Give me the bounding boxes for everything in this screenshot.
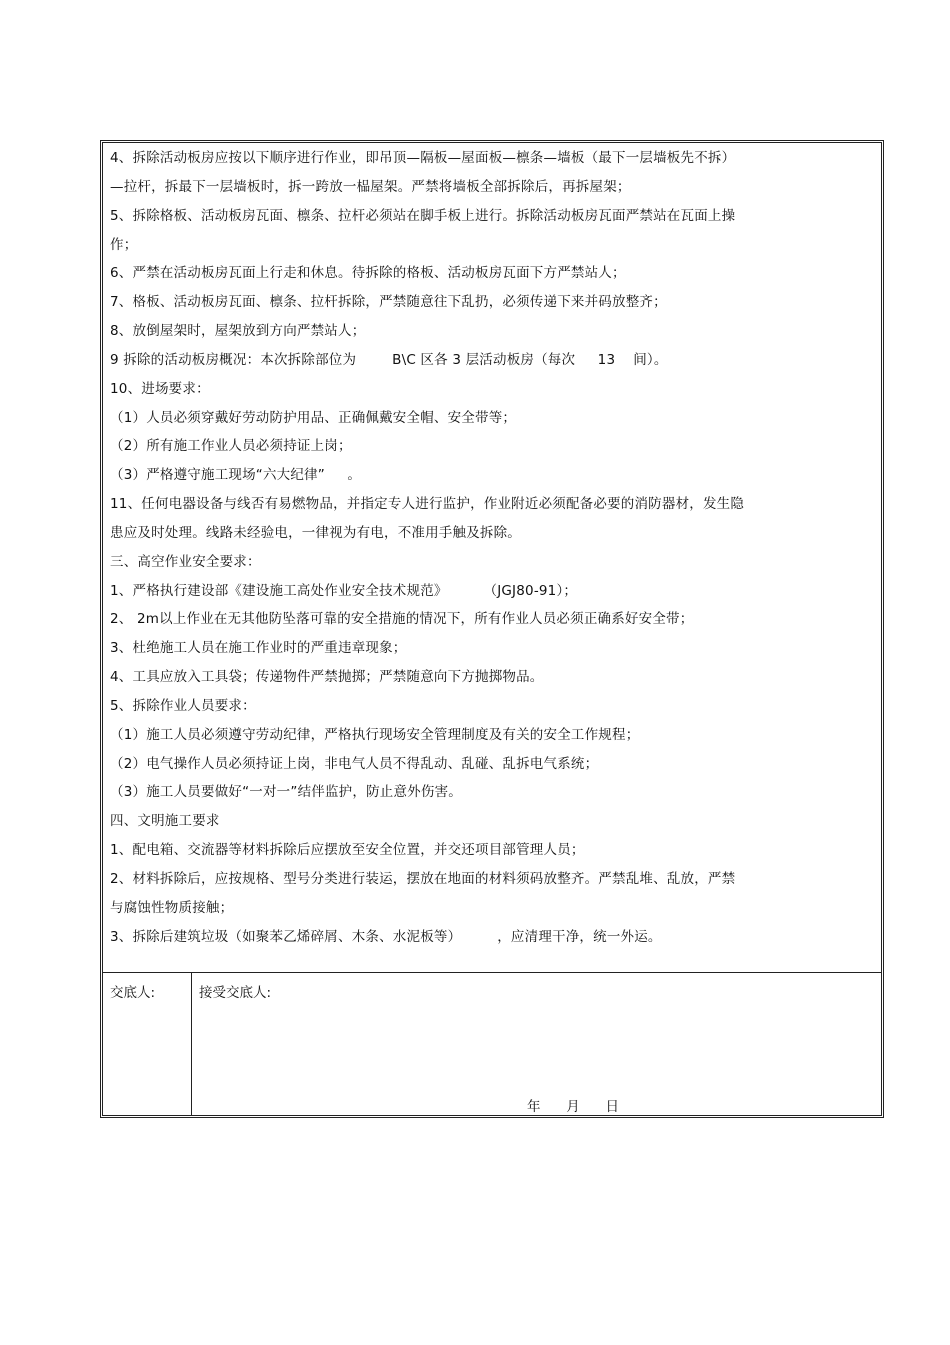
text-line: 9 拆除的活动板房概况：本次拆除部位为 B\C 区各 3 层活动板房（每次 13 间）。: [110, 352, 668, 368]
text-line: 3、杜绝施工人员在施工作业时的严重违章现象；: [110, 640, 407, 656]
disclosure-form: [100, 140, 884, 1118]
text-line: 6、严禁在活动板房瓦面上行走和休息。待拆除的格板、活动板房瓦面下方严禁站人；: [110, 265, 626, 281]
text-line: 8、放倒屋架时，屋架放到方向严禁站人；: [110, 323, 366, 339]
receiver-label: 接受交底人:: [199, 985, 272, 1001]
text-line: 4、拆除活动板房应按以下顺序进行作业，即吊顶—隔板—屋面板—檩条—墙板（最下一层墙板先不拆）: [110, 150, 736, 166]
text-line: （1）施工人员必须遵守劳动纪律，严格执行现场安全管理制度及有关的安全工作规程；: [110, 727, 640, 743]
text-line: 1、严格执行建设部《建设施工高处作业安全技术规范》 （JGJ80-91）；: [110, 583, 578, 599]
text-line: 4、工具应放入工具袋；传递物件严禁抛掷；严禁随意向下方抛掷物品。: [110, 669, 544, 685]
text-line: 10、进场要求：: [110, 381, 210, 397]
section-heading: 四、文明施工要求: [110, 813, 220, 829]
text-line: 1、配电箱、交流器等材料拆除后应摆放至安全位置，并交还项目部管理人员；: [110, 842, 585, 858]
text-line: 3、拆除后建筑垃圾（如聚苯乙烯碎屑、木条、水泥板等） ，应清理干净，统一外运。: [110, 929, 662, 945]
section-heading: 三、高空作业安全要求：: [110, 554, 261, 570]
text-line: （2）所有施工作业人员必须持证上岗；: [110, 438, 352, 454]
text-line: 7、格板、活动板房瓦面、檩条、拉杆拆除，严禁随意往下乱扔，必须传递下来并码放整齐；: [110, 294, 667, 310]
discloser-label: 交底人:: [110, 985, 156, 1001]
text-line: 2、 2m以上作业在无其他防坠落可靠的安全措施的情况下，所有作业人员必须正确系好安全带；: [110, 611, 694, 627]
column-divider: [191, 973, 192, 1115]
text-line: —拉杆，拆最下一层墙板时，拆一跨放一榀屋架。严禁将墙板全部拆除后，再拆屋架；: [110, 179, 631, 195]
text-line: 与腐蚀性物质接触；: [110, 900, 234, 916]
text-line: （1）人员必须穿戴好劳动防护用品、正确佩戴安全帽、安全带等；: [110, 410, 517, 426]
text-line: 作；: [110, 237, 138, 253]
signature-row: [103, 973, 881, 1115]
text-line: （3）严格遵守施工现场“六大纪律” 。: [110, 467, 362, 483]
text-line: 5、拆除格板、活动板房瓦面、檩条、拉杆必须站在脚手板上进行。拆除活动板房瓦面严禁站在瓦面上操: [110, 208, 736, 224]
safety-requirements-cell: [103, 143, 881, 973]
text-line: （2）电气操作人员必须持证上岗，非电气人员不得乱动、乱碰、乱拆电气系统；: [110, 756, 599, 772]
text-line: 5、拆除作业人员要求：: [110, 698, 256, 714]
text-line: 11、任何电器设备与线否有易燃物品，并指定专人进行监护，作业附近必须配备必要的消防器材，发生隐: [110, 496, 745, 512]
text-line: 患应及时处理。线路未经验电，一律视为有电，不准用手触及拆除。: [110, 525, 521, 541]
date-label: 年 月 日: [527, 1099, 619, 1115]
text-line: 2、材料拆除后，应按规格、型号分类进行装运，摆放在地面的材料须码放整齐。严禁乱堆、乱放，严禁: [110, 871, 736, 887]
text-line: （3）施工人员要做好“一对一”结伴监护，防止意外伤害。: [110, 784, 462, 800]
